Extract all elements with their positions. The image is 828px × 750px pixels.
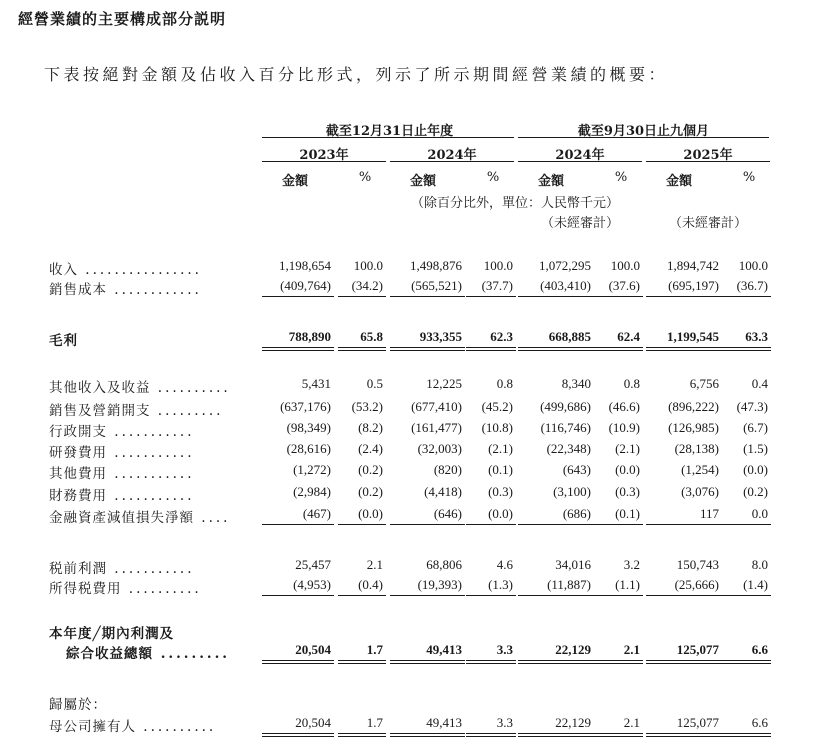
year-header-1: 2023年 (299, 148, 349, 163)
section-heading: 經營業績的主要構成部分説明 (18, 10, 227, 28)
amount-cell: 788,890 (288, 329, 331, 344)
percent-cell: 65.8 (360, 329, 383, 344)
amount-cell: 8,340 (561, 376, 591, 391)
percent-cell: 8.0 (751, 557, 768, 572)
percent-cell: (0.3) (488, 484, 513, 499)
year-underline (390, 161, 514, 162)
total-rule (262, 733, 334, 734)
percent-cell: 2.1 (623, 715, 640, 730)
leader-dots: .......... (121, 581, 202, 597)
row-label (49, 715, 216, 735)
total-rule (518, 736, 594, 737)
total-rule (518, 663, 594, 664)
row-label-text: 其他收入及收益 (49, 380, 151, 396)
leader-dots: .......... (136, 719, 217, 735)
percent-cell: (0.1) (615, 506, 640, 521)
percent-cell: 100.0 (483, 258, 513, 273)
year-underline (262, 161, 386, 162)
percent-cell: (1.5) (743, 441, 768, 456)
amount-cell: 117 (699, 506, 719, 521)
period-header-fy: 截至12月31日止年度 (325, 124, 454, 139)
col-pct-header: % (614, 170, 628, 185)
total-rule (722, 660, 771, 661)
amount-cell: 22,129 (555, 715, 591, 730)
percent-cell: (0.0) (615, 462, 640, 477)
total-rule (594, 347, 643, 348)
percent-cell: 0.0 (751, 506, 768, 521)
total-rule (646, 663, 722, 664)
amount-cell: 49,413 (426, 642, 462, 657)
col-amount-header: 金額 (665, 174, 692, 189)
year-header-4: 2025年 (683, 148, 733, 163)
total-rule (390, 663, 465, 664)
percent-cell: (0.2) (743, 484, 768, 499)
col-pct-header: % (486, 170, 500, 185)
total-rule (338, 733, 386, 734)
percent-cell: (45.2) (481, 399, 513, 414)
amount-cell: (4,953) (293, 577, 331, 592)
total-rule (646, 350, 722, 351)
total-rule (390, 660, 465, 661)
total-rule (594, 663, 643, 664)
total-rule (722, 347, 771, 348)
total-rule (466, 736, 516, 737)
total-rule (338, 296, 386, 297)
total-rule (338, 595, 386, 596)
col-amount-header: 金額 (537, 174, 564, 189)
amount-cell: 150,743 (676, 557, 719, 572)
amount-cell: (637,176) (280, 399, 331, 414)
amount-cell: (98,349) (286, 420, 331, 435)
row-label: 本年度╱期內利潤及 (49, 626, 175, 642)
percent-cell: (10.8) (481, 420, 513, 435)
total-rule (338, 347, 386, 348)
total-rule (466, 660, 516, 661)
total-rule (262, 524, 334, 525)
row-label-text: 收入 (49, 262, 78, 278)
leader-dots: ........... (107, 561, 195, 577)
percent-cell: 1.7 (366, 715, 383, 730)
amount-cell: (3,100) (553, 484, 591, 499)
total-rule (722, 524, 771, 525)
row-label (49, 278, 202, 298)
total-rule (338, 736, 386, 737)
total-rule (466, 296, 516, 297)
total-rule (466, 524, 516, 525)
total-rule (466, 663, 516, 664)
percent-cell: 62.3 (490, 329, 513, 344)
total-rule (338, 524, 386, 525)
unit-note: （除百分比外，單位：人民幣千元） (410, 196, 619, 211)
percent-cell: (0.0) (743, 462, 768, 477)
percent-cell: (0.2) (358, 484, 383, 499)
amount-cell: 12,225 (426, 376, 462, 391)
amount-cell: (565,521) (411, 278, 462, 293)
total-rule (262, 660, 334, 661)
total-rule (594, 733, 643, 734)
amount-cell: (820) (433, 462, 462, 477)
row-label-text: 歸屬於： (49, 697, 107, 713)
leader-dots: .... (194, 510, 231, 526)
percent-cell: (36.7) (736, 278, 768, 293)
amount-cell: 5,431 (301, 376, 331, 391)
percent-cell: (0.0) (358, 506, 383, 521)
total-rule (594, 350, 643, 351)
intro-text: 下表按絕對金額及佔收入百分比形式，列示了所示期間經營業績的概要： (44, 65, 669, 84)
amount-cell: 22,129 (555, 642, 591, 657)
row-label-text: 財務費用 (49, 488, 107, 504)
amount-cell: (25,666) (674, 577, 719, 592)
leader-dots: ........... (107, 466, 195, 482)
amount-cell: 25,457 (295, 557, 331, 572)
amount-cell: (28,138) (674, 441, 719, 456)
row-label (49, 258, 202, 278)
percent-cell: 100.0 (610, 258, 640, 273)
amount-cell: (28,616) (286, 441, 331, 456)
row-label (49, 462, 195, 482)
amount-cell: (22,348) (546, 441, 591, 456)
col-pct-header: % (742, 170, 756, 185)
percent-cell: 3.2 (623, 557, 640, 572)
percent-cell: 0.4 (751, 376, 768, 391)
row-label-text: 所得税費用 (49, 581, 122, 597)
total-rule (338, 660, 386, 661)
percent-cell: 2.1 (366, 557, 383, 572)
amount-cell: (896,222) (668, 399, 719, 414)
percent-cell: (1.1) (615, 577, 640, 592)
amount-cell: 68,806 (426, 557, 462, 572)
total-rule (262, 736, 334, 737)
year-underline (518, 161, 642, 162)
amount-cell: 1,894,742 (667, 258, 719, 273)
total-rule (518, 733, 594, 734)
amount-cell: 1,198,654 (279, 258, 331, 273)
leader-dots: ........... (107, 488, 195, 504)
amount-cell: (3,076) (681, 484, 719, 499)
col-pct-header: % (358, 170, 372, 185)
total-rule (594, 524, 643, 525)
percent-cell: (37.6) (608, 278, 640, 293)
total-rule (262, 663, 334, 664)
total-rule (646, 347, 722, 348)
total-rule (518, 595, 594, 596)
row-label-cont (66, 642, 230, 662)
amount-cell: 1,199,545 (667, 329, 719, 344)
percent-cell: 0.8 (496, 376, 513, 391)
amount-cell: 1,498,876 (410, 258, 462, 273)
total-rule (722, 296, 771, 297)
row-label (49, 506, 230, 526)
amount-cell: (467) (302, 506, 331, 521)
percent-cell: 6.6 (751, 642, 768, 657)
period-header-9m: 截至9月30日止九個月 (577, 124, 710, 139)
percent-cell: (0.1) (488, 462, 513, 477)
row-label-text: 母公司擁有人 (49, 719, 136, 735)
amount-cell: (646) (433, 506, 462, 521)
amount-cell: (19,393) (417, 577, 462, 592)
percent-cell: (2.4) (358, 441, 383, 456)
amount-cell: 20,504 (295, 715, 331, 730)
percent-cell: (53.2) (351, 399, 383, 414)
amount-cell: (1,272) (293, 462, 331, 477)
percent-cell: (1.4) (743, 577, 768, 592)
percent-cell: 0.5 (366, 376, 383, 391)
total-rule (518, 660, 594, 661)
total-rule (722, 663, 771, 664)
row-label (49, 376, 231, 396)
total-rule (466, 347, 516, 348)
amount-cell: (695,197) (668, 278, 719, 293)
col-amount-header: 金額 (409, 174, 436, 189)
total-rule (646, 733, 722, 734)
year-underline (646, 161, 770, 162)
leader-dots: .......... (150, 380, 231, 396)
total-rule (262, 296, 334, 297)
amount-cell: (643) (562, 462, 591, 477)
total-rule (262, 595, 334, 596)
amount-cell: 49,413 (426, 715, 462, 730)
percent-cell: 62.4 (617, 329, 640, 344)
total-rule (518, 350, 594, 351)
total-rule (390, 296, 465, 297)
row-label-text: 其他費用 (49, 466, 107, 482)
row-label-text: 銷售及營銷開支 (49, 403, 151, 419)
year-header-2: 2024年 (427, 148, 477, 163)
percent-cell: (34.2) (351, 278, 383, 293)
amount-cell: (11,887) (547, 577, 591, 592)
amount-cell: (126,985) (668, 420, 719, 435)
percent-cell: 0.8 (623, 376, 640, 391)
total-rule (646, 595, 722, 596)
leader-dots: ................ (78, 262, 202, 278)
row-label-text: 毛利 (49, 333, 78, 349)
total-rule (262, 347, 334, 348)
percent-cell: 3.3 (496, 715, 513, 730)
total-rule (466, 350, 516, 351)
total-rule (722, 350, 771, 351)
percent-cell: 100.0 (353, 258, 383, 273)
amount-cell: 933,355 (419, 329, 462, 344)
total-rule (594, 736, 643, 737)
total-rule (594, 296, 643, 297)
col-amount-header: 金額 (281, 174, 308, 189)
percent-cell: (0.4) (358, 577, 383, 592)
amount-cell: (4,418) (424, 484, 462, 499)
row-label (49, 420, 195, 440)
percent-cell: (0.3) (615, 484, 640, 499)
amount-cell: (403,410) (540, 278, 591, 293)
row-label (49, 577, 202, 597)
amount-cell: (32,003) (417, 441, 462, 456)
total-rule (390, 347, 465, 348)
amount-cell: (116,746) (540, 420, 591, 435)
percent-cell: 3.3 (496, 642, 513, 657)
percent-cell: (6.7) (743, 420, 768, 435)
total-rule (390, 736, 465, 737)
total-rule (594, 660, 643, 661)
total-rule (390, 524, 465, 525)
percent-cell: (8.2) (358, 420, 383, 435)
percent-cell: 1.7 (366, 642, 383, 657)
leader-dots: ........... (107, 424, 195, 440)
amount-cell: (677,410) (411, 399, 462, 414)
year-header-3: 2024年 (555, 148, 605, 163)
total-rule (338, 663, 386, 664)
row-label-text: 銷售成本 (49, 282, 107, 298)
amount-cell: 1,072,295 (539, 258, 591, 273)
period-underline-9m (518, 137, 769, 138)
amount-cell: 6,756 (689, 376, 719, 391)
amount-cell: 125,077 (676, 642, 719, 657)
total-rule (390, 733, 465, 734)
leader-dots: ............ (107, 282, 202, 298)
amount-cell: (2,984) (293, 484, 331, 499)
total-rule (518, 524, 594, 525)
row-label (49, 399, 223, 419)
amount-cell: (409,764) (280, 278, 331, 293)
total-rule (466, 733, 516, 734)
total-rule (646, 736, 722, 737)
total-rule (722, 736, 771, 737)
total-rule (390, 595, 465, 596)
total-rule (518, 296, 594, 297)
row-label-text: 税前利潤 (49, 561, 107, 577)
period-underline-fy (262, 137, 514, 138)
total-rule (338, 350, 386, 351)
total-rule (646, 660, 722, 661)
total-rule (646, 524, 722, 525)
percent-cell: (2.1) (488, 441, 513, 456)
row-label-text: 研發費用 (49, 445, 107, 461)
percent-cell: (10.9) (608, 420, 640, 435)
amount-cell: (1,254) (681, 462, 719, 477)
percent-cell: 100.0 (738, 258, 768, 273)
leader-dots: ......... (150, 403, 224, 419)
percent-cell: 6.6 (751, 715, 768, 730)
amount-cell: 125,077 (676, 715, 719, 730)
percent-cell: 2.1 (623, 642, 640, 657)
row-label-text: 行政開支 (49, 424, 107, 440)
amount-cell: (686) (562, 506, 591, 521)
percent-cell: 4.6 (496, 557, 513, 572)
total-rule (646, 296, 722, 297)
row-label (49, 329, 78, 349)
row-label-text: 金融資產減值損失淨額 (49, 510, 194, 526)
total-rule (722, 595, 771, 596)
total-rule (518, 347, 594, 348)
amount-cell: (499,686) (540, 399, 591, 414)
row-label-text: 綜合收益總額 (66, 646, 153, 662)
row-label (49, 441, 195, 461)
total-rule (466, 595, 516, 596)
total-rule (262, 350, 334, 351)
row-label (49, 484, 195, 504)
total-rule (722, 733, 771, 734)
total-rule (390, 350, 465, 351)
percent-cell: (37.7) (481, 278, 513, 293)
total-rule (594, 595, 643, 596)
row-label (49, 557, 195, 577)
percent-cell: (0.0) (488, 506, 513, 521)
amount-cell: 34,016 (555, 557, 591, 572)
leader-dots: ......... (153, 646, 230, 662)
percent-cell: (47.3) (736, 399, 768, 414)
amount-cell: (161,477) (411, 420, 462, 435)
unaudited-note: （未經審計） (540, 216, 619, 231)
unaudited-note: （未經審計） (668, 216, 747, 231)
percent-cell: (0.2) (358, 462, 383, 477)
row-label (49, 693, 107, 713)
percent-cell: (1.3) (488, 577, 513, 592)
amount-cell: 668,885 (548, 329, 591, 344)
amount-cell: 20,504 (295, 642, 331, 657)
leader-dots: ........... (107, 445, 195, 461)
percent-cell: 63.3 (745, 329, 768, 344)
percent-cell: (2.1) (615, 441, 640, 456)
percent-cell: (46.6) (608, 399, 640, 414)
